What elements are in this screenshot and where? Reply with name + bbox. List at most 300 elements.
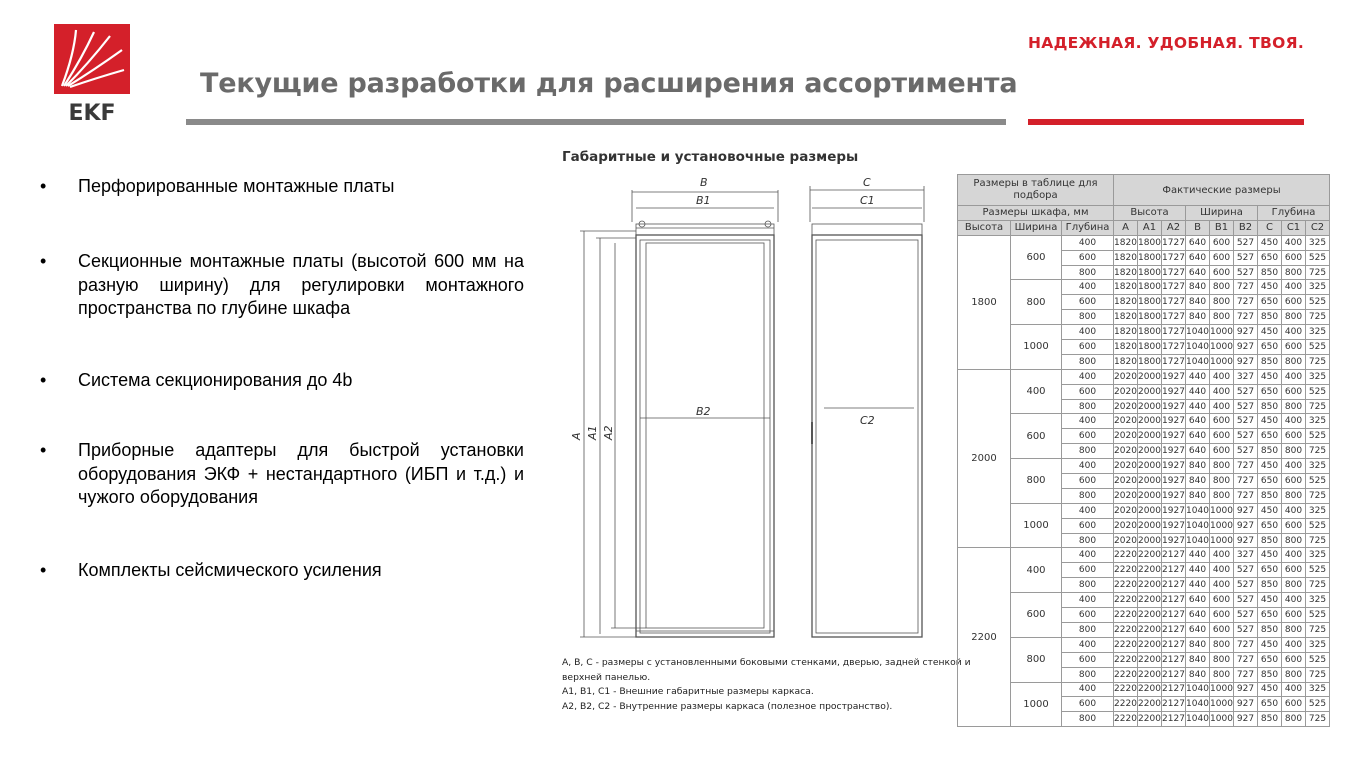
bullet-icon: •	[40, 440, 47, 460]
dimension-cell: 1727	[1162, 250, 1186, 265]
header-cell: B2	[1234, 220, 1258, 235]
dimension-cell: 1800	[1138, 354, 1162, 369]
dimension-cell: 327	[1234, 548, 1258, 563]
dimension-cell: 725	[1306, 533, 1330, 548]
dimension-cell: 440	[1186, 399, 1210, 414]
dimension-cell: 450	[1258, 682, 1282, 697]
dimension-cell: 1800	[1138, 340, 1162, 355]
dimension-cell: 2000	[1138, 474, 1162, 489]
dimension-cell: 727	[1234, 280, 1258, 295]
header-cell: B	[1186, 220, 1210, 235]
dimension-cell: 650	[1258, 608, 1282, 623]
dimension-cell: 725	[1306, 578, 1330, 593]
dimension-cell: 450	[1258, 414, 1282, 429]
header-cell: Глубина	[1062, 220, 1114, 235]
dimension-cell: 640	[1186, 265, 1210, 280]
dimension-cell: 1820	[1114, 250, 1138, 265]
dimension-cell: 725	[1306, 310, 1330, 325]
dimension-cell: 800	[1210, 488, 1234, 503]
dimension-cell: 400	[1210, 399, 1234, 414]
dimension-cell: 600	[1282, 563, 1306, 578]
dimension-cell: 525	[1306, 295, 1330, 310]
dimension-cell: 400	[1282, 503, 1306, 518]
dimension-cell: 800	[1210, 295, 1234, 310]
dimension-cell: 800	[1210, 280, 1234, 295]
dimension-cell: 2220	[1114, 608, 1138, 623]
cabinet-depth-cell: 400	[1062, 637, 1114, 652]
dimension-cell: 850	[1258, 622, 1282, 637]
dimension-cell: 727	[1234, 459, 1258, 474]
cabinet-depth-cell: 800	[1062, 354, 1114, 369]
dimension-cell: 650	[1258, 697, 1282, 712]
label-c2: C2	[860, 414, 875, 427]
cabinet-drawing	[560, 148, 950, 648]
dimension-cell: 525	[1306, 518, 1330, 533]
dimension-cell: 1800	[1138, 310, 1162, 325]
dimension-cell: 600	[1210, 235, 1234, 250]
list-item	[40, 175, 524, 199]
dimension-cell: 650	[1258, 250, 1282, 265]
cabinet-width-cell: 800	[1011, 280, 1062, 325]
dimension-cell: 650	[1258, 563, 1282, 578]
dimension-cell: 600	[1282, 429, 1306, 444]
dimension-cell: 1727	[1162, 354, 1186, 369]
dimension-cell: 600	[1282, 340, 1306, 355]
dimension-cell: 440	[1186, 578, 1210, 593]
header-cell: Фактические размеры	[1114, 175, 1330, 206]
dimension-cell: 450	[1258, 503, 1282, 518]
cabinet-front-outline	[636, 235, 774, 637]
dimension-cell: 527	[1234, 593, 1258, 608]
cabinet-side-outline	[812, 235, 922, 637]
cabinet-depth-cell: 400	[1062, 593, 1114, 608]
cabinet-width-cell: 400	[1011, 548, 1062, 593]
cabinet-depth-cell: 600	[1062, 295, 1114, 310]
dimension-cell: 927	[1234, 697, 1258, 712]
dimension-cell: 927	[1234, 533, 1258, 548]
dimension-cell: 727	[1234, 667, 1258, 682]
dimension-cell: 727	[1234, 637, 1258, 652]
dimension-cell: 450	[1258, 325, 1282, 340]
dimension-cell: 1820	[1114, 354, 1138, 369]
dimension-cell: 400	[1210, 563, 1234, 578]
dimension-cell: 527	[1234, 414, 1258, 429]
dimension-cell: 650	[1258, 652, 1282, 667]
dimension-cell: 640	[1186, 235, 1210, 250]
note-line: A1, B1, C1 - Внешние габаритные размеры каркаса.	[562, 686, 814, 697]
cabinet-depth-cell: 600	[1062, 518, 1114, 533]
cabinet-width-cell: 1000	[1011, 503, 1062, 548]
dimension-cell: 2020	[1114, 414, 1138, 429]
dimension-cell: 2127	[1162, 593, 1186, 608]
dimension-cell: 850	[1258, 265, 1282, 280]
dimension-cell: 2127	[1162, 712, 1186, 727]
dimension-cell: 850	[1258, 444, 1282, 459]
cabinet-width-cell: 400	[1011, 369, 1062, 414]
dimension-cell: 400	[1282, 235, 1306, 250]
dimension-cell: 1927	[1162, 384, 1186, 399]
dimension-cell: 450	[1258, 369, 1282, 384]
dimension-cell: 800	[1282, 712, 1306, 727]
header-cell: C	[1258, 220, 1282, 235]
dimension-cell: 600	[1210, 265, 1234, 280]
list-item-text: Перфорированные монтажные платы	[78, 176, 395, 196]
dimension-cell: 400	[1282, 414, 1306, 429]
dimension-cell: 527	[1234, 235, 1258, 250]
dimension-cell: 725	[1306, 622, 1330, 637]
dimension-cell: 800	[1282, 444, 1306, 459]
cabinet-width-cell: 600	[1011, 235, 1062, 280]
dimension-cell: 600	[1210, 429, 1234, 444]
dimension-cell: 1040	[1186, 533, 1210, 548]
cabinet-depth-cell: 600	[1062, 652, 1114, 667]
dimension-cell: 2020	[1114, 429, 1138, 444]
cabinet-depth-cell: 600	[1062, 384, 1114, 399]
dimension-cell: 325	[1306, 280, 1330, 295]
table-row	[958, 548, 1330, 563]
table-row	[958, 369, 1330, 384]
dimension-cell: 325	[1306, 459, 1330, 474]
table-header-row	[958, 206, 1330, 221]
dimension-cell: 2127	[1162, 682, 1186, 697]
dimension-cell: 525	[1306, 652, 1330, 667]
header-cell: A	[1114, 220, 1138, 235]
dimension-cell: 327	[1234, 369, 1258, 384]
dimension-cell: 450	[1258, 593, 1282, 608]
dimension-cell: 527	[1234, 399, 1258, 414]
dimension-cell: 450	[1258, 459, 1282, 474]
dimension-cell: 1040	[1186, 340, 1210, 355]
dimension-cell: 600	[1282, 474, 1306, 489]
dimension-cell: 800	[1282, 354, 1306, 369]
dimension-cell: 927	[1234, 518, 1258, 533]
dimension-cell: 840	[1186, 637, 1210, 652]
table-row	[958, 325, 1330, 340]
cabinet-depth-cell: 400	[1062, 459, 1114, 474]
dimension-cell: 1040	[1186, 697, 1210, 712]
dimension-cell: 400	[1282, 459, 1306, 474]
dimension-cell: 640	[1186, 429, 1210, 444]
header-cell: C2	[1306, 220, 1330, 235]
dimension-cell: 650	[1258, 474, 1282, 489]
dimension-cell: 2127	[1162, 667, 1186, 682]
dimension-cell: 2020	[1114, 488, 1138, 503]
dimension-cell: 650	[1258, 518, 1282, 533]
dimension-cell: 1927	[1162, 429, 1186, 444]
label-b1: B1	[696, 194, 711, 207]
dimension-cell: 325	[1306, 369, 1330, 384]
dimension-cell: 600	[1282, 384, 1306, 399]
dimension-cell: 600	[1210, 608, 1234, 623]
note-line: A, B, C - размеры с установленными боковыми стенками, дверью, задней стенкой и	[562, 657, 971, 668]
dimension-cell: 800	[1210, 310, 1234, 325]
dimension-cell: 325	[1306, 325, 1330, 340]
dimension-cell: 2200	[1138, 712, 1162, 727]
cabinet-width-cell: 800	[1011, 459, 1062, 504]
dimension-cell: 1820	[1114, 280, 1138, 295]
header-cell: Ширина	[1011, 220, 1062, 235]
dimension-cell: 325	[1306, 503, 1330, 518]
cabinet-depth-cell: 800	[1062, 622, 1114, 637]
header-cell: C1	[1282, 220, 1306, 235]
cabinet-depth-cell: 400	[1062, 369, 1114, 384]
dimension-cell: 800	[1282, 488, 1306, 503]
dimension-cell: 2000	[1138, 384, 1162, 399]
dimension-cell: 400	[1282, 369, 1306, 384]
dimension-cell: 800	[1210, 652, 1234, 667]
table-row	[958, 414, 1330, 429]
list-item-text: Секционные монтажные платы (высотой 600 мм на разную ширину) для регулировки монтажного пространства по глубине шкафа	[78, 251, 524, 318]
dimension-cell: 725	[1306, 399, 1330, 414]
dimension-cell: 1820	[1114, 310, 1138, 325]
dimension-cell: 2000	[1138, 429, 1162, 444]
dimension-cell: 1820	[1114, 295, 1138, 310]
table-row	[958, 235, 1330, 250]
dimension-cell: 527	[1234, 608, 1258, 623]
dimension-cell: 600	[1282, 295, 1306, 310]
dimension-cell: 1000	[1210, 697, 1234, 712]
cabinet-depth-cell: 800	[1062, 712, 1114, 727]
dimension-cell: 850	[1258, 533, 1282, 548]
table-row	[958, 459, 1330, 474]
slogan: НАДЕЖНАЯ. УДОБНАЯ. ТВОЯ.	[1028, 34, 1305, 52]
dimension-cell: 1800	[1138, 250, 1162, 265]
table-header-row	[958, 175, 1330, 206]
dimension-cell: 800	[1282, 667, 1306, 682]
title-underline-grey	[186, 119, 1006, 125]
dimension-cell: 1927	[1162, 399, 1186, 414]
cabinet-depth-cell: 800	[1062, 488, 1114, 503]
dimension-cell: 525	[1306, 474, 1330, 489]
dimension-cell: 600	[1210, 250, 1234, 265]
cabinet-depth-cell: 600	[1062, 340, 1114, 355]
list-item-text: Комплекты сейсмического усиления	[78, 560, 382, 580]
dimension-cell: 2020	[1114, 503, 1138, 518]
cabinet-depth-cell: 800	[1062, 310, 1114, 325]
dimension-cell: 850	[1258, 310, 1282, 325]
cabinet-depth-cell: 600	[1062, 608, 1114, 623]
cabinet-depth-cell: 800	[1062, 265, 1114, 280]
cabinet-depth-cell: 600	[1062, 250, 1114, 265]
dimension-cell: 1927	[1162, 474, 1186, 489]
header-cell: Размеры в таблице для подбора	[958, 175, 1114, 206]
dimension-cell: 2200	[1138, 652, 1162, 667]
dimension-cell: 1000	[1210, 518, 1234, 533]
dimension-cell: 1800	[1138, 235, 1162, 250]
cabinet-depth-cell: 400	[1062, 548, 1114, 563]
dimension-cell: 2200	[1138, 578, 1162, 593]
dimension-cell: 1927	[1162, 444, 1186, 459]
dimension-cell: 400	[1282, 280, 1306, 295]
dimension-cell: 400	[1210, 384, 1234, 399]
dimension-cell: 440	[1186, 548, 1210, 563]
dimension-cell: 640	[1186, 608, 1210, 623]
dimension-cell: 325	[1306, 593, 1330, 608]
cabinet-depth-cell: 400	[1062, 235, 1114, 250]
dimension-cell: 840	[1186, 652, 1210, 667]
dimension-cell: 927	[1234, 325, 1258, 340]
bullet-icon: •	[40, 370, 47, 390]
dimension-cell: 2020	[1114, 369, 1138, 384]
cabinet-depth-cell: 800	[1062, 667, 1114, 682]
dimension-cell: 1040	[1186, 518, 1210, 533]
list-item	[40, 369, 524, 393]
dimension-cell: 2000	[1138, 414, 1162, 429]
dimension-cell: 850	[1258, 667, 1282, 682]
dimension-cell: 2020	[1114, 399, 1138, 414]
bullet-icon: •	[40, 560, 47, 580]
dimension-cell: 600	[1282, 652, 1306, 667]
dimension-cell: 927	[1234, 682, 1258, 697]
dimension-cell: 325	[1306, 637, 1330, 652]
dimension-cell: 2220	[1114, 578, 1138, 593]
dimension-cell: 2200	[1138, 593, 1162, 608]
dimension-cell: 2220	[1114, 667, 1138, 682]
dimension-cell: 1927	[1162, 488, 1186, 503]
dimension-cell: 840	[1186, 280, 1210, 295]
dimension-cell: 1727	[1162, 295, 1186, 310]
dimension-cell: 450	[1258, 280, 1282, 295]
cabinet-height-cell: 2000	[958, 369, 1011, 548]
dimension-cell: 1727	[1162, 310, 1186, 325]
dimension-cell: 1820	[1114, 235, 1138, 250]
dimension-cell: 600	[1210, 414, 1234, 429]
dimension-cell: 527	[1234, 563, 1258, 578]
dimension-cell: 325	[1306, 414, 1330, 429]
logo-text: EKF	[68, 101, 116, 122]
dimension-cell: 725	[1306, 667, 1330, 682]
dimension-cell: 1040	[1186, 325, 1210, 340]
table-row	[958, 682, 1330, 697]
dimension-cell: 325	[1306, 682, 1330, 697]
label-a1: A1	[586, 425, 599, 440]
dimension-cell: 1727	[1162, 235, 1186, 250]
dimension-cell: 2200	[1138, 608, 1162, 623]
dimension-cell: 600	[1210, 622, 1234, 637]
dimension-cell: 800	[1210, 667, 1234, 682]
dimension-cell: 2000	[1138, 444, 1162, 459]
dimension-cell: 727	[1234, 310, 1258, 325]
dimension-cell: 400	[1282, 548, 1306, 563]
dimension-cell: 1000	[1210, 325, 1234, 340]
drawing-title: Габаритные и установочные размеры	[562, 149, 859, 165]
dimension-cell: 640	[1186, 250, 1210, 265]
dimension-cell: 1000	[1210, 712, 1234, 727]
dimension-cell: 600	[1282, 697, 1306, 712]
dimension-cell: 1800	[1138, 265, 1162, 280]
dimension-cell: 1000	[1210, 354, 1234, 369]
dimension-cell: 600	[1282, 518, 1306, 533]
header-cell: Ширина	[1186, 206, 1258, 221]
dimension-cell: 2220	[1114, 548, 1138, 563]
dimension-cell: 727	[1234, 474, 1258, 489]
dimensions-table	[957, 174, 1330, 727]
dimension-cell: 727	[1234, 652, 1258, 667]
dimension-cell: 2220	[1114, 563, 1138, 578]
dimension-cell: 2020	[1114, 459, 1138, 474]
header-cell: Размеры шкафа, мм	[958, 206, 1114, 221]
dimension-cell: 725	[1306, 265, 1330, 280]
dimension-cell: 1040	[1186, 682, 1210, 697]
dimension-cell: 850	[1258, 399, 1282, 414]
dimension-cell: 800	[1210, 474, 1234, 489]
dimension-cell: 2020	[1114, 444, 1138, 459]
dimension-cell: 600	[1210, 593, 1234, 608]
dimension-cell: 640	[1186, 414, 1210, 429]
dimension-cell: 1927	[1162, 369, 1186, 384]
cabinet-width-cell: 1000	[1011, 682, 1062, 727]
cabinet-depth-cell: 400	[1062, 280, 1114, 295]
dimension-cell: 800	[1282, 622, 1306, 637]
dimension-cell: 1820	[1114, 325, 1138, 340]
dimension-cell: 725	[1306, 488, 1330, 503]
title-underline-red	[1028, 119, 1304, 125]
cabinet-width-cell: 1000	[1011, 325, 1062, 370]
dimension-cell: 325	[1306, 235, 1330, 250]
cabinet-width-cell: 800	[1011, 637, 1062, 682]
dimension-cell: 527	[1234, 578, 1258, 593]
dimension-cell: 840	[1186, 667, 1210, 682]
cabinet-depth-cell: 400	[1062, 503, 1114, 518]
dimension-cell: 525	[1306, 250, 1330, 265]
dimension-cell: 2000	[1138, 503, 1162, 518]
header-cell: Высота	[958, 220, 1011, 235]
dimension-cell: 325	[1306, 548, 1330, 563]
dimension-cell: 527	[1234, 622, 1258, 637]
cabinet-height-cell: 2200	[958, 548, 1011, 727]
dimension-cell: 2200	[1138, 682, 1162, 697]
dimension-cell: 525	[1306, 384, 1330, 399]
label-a2: A2	[602, 425, 615, 440]
dimension-cell: 1040	[1186, 503, 1210, 518]
dimension-cell: 400	[1282, 325, 1306, 340]
dimension-cell: 650	[1258, 384, 1282, 399]
header-cell: B1	[1210, 220, 1234, 235]
dimension-cell: 1000	[1210, 340, 1234, 355]
dimension-cell: 440	[1186, 563, 1210, 578]
table-row	[958, 593, 1330, 608]
dimension-cell: 650	[1258, 295, 1282, 310]
cabinet-depth-cell: 600	[1062, 429, 1114, 444]
dimension-cell: 800	[1210, 637, 1234, 652]
dimension-cell: 2127	[1162, 578, 1186, 593]
table-row	[958, 637, 1330, 652]
dimension-cell: 727	[1234, 295, 1258, 310]
dimension-cell: 1000	[1210, 503, 1234, 518]
page-title: Текущие разработки для расширения ассортимента	[200, 68, 1018, 99]
list-item	[40, 559, 524, 583]
dimension-cell: 725	[1306, 712, 1330, 727]
dimension-cell: 600	[1282, 608, 1306, 623]
label-c: C	[863, 176, 871, 189]
table-row	[958, 503, 1330, 518]
dimension-cell: 800	[1282, 399, 1306, 414]
dimension-cell: 400	[1282, 637, 1306, 652]
dimension-cell: 2200	[1138, 548, 1162, 563]
dimension-cell: 2200	[1138, 697, 1162, 712]
dimension-cell: 2200	[1138, 637, 1162, 652]
cabinet-depth-cell: 600	[1062, 474, 1114, 489]
dimension-cell: 1727	[1162, 280, 1186, 295]
dimension-cell: 1927	[1162, 459, 1186, 474]
label-a: A	[570, 432, 583, 440]
table-row	[958, 280, 1330, 295]
dimension-cell: 2000	[1138, 533, 1162, 548]
dimension-cell: 2000	[1138, 488, 1162, 503]
dimension-cell: 850	[1258, 488, 1282, 503]
dimension-cell: 927	[1234, 503, 1258, 518]
dimension-cell: 1927	[1162, 503, 1186, 518]
